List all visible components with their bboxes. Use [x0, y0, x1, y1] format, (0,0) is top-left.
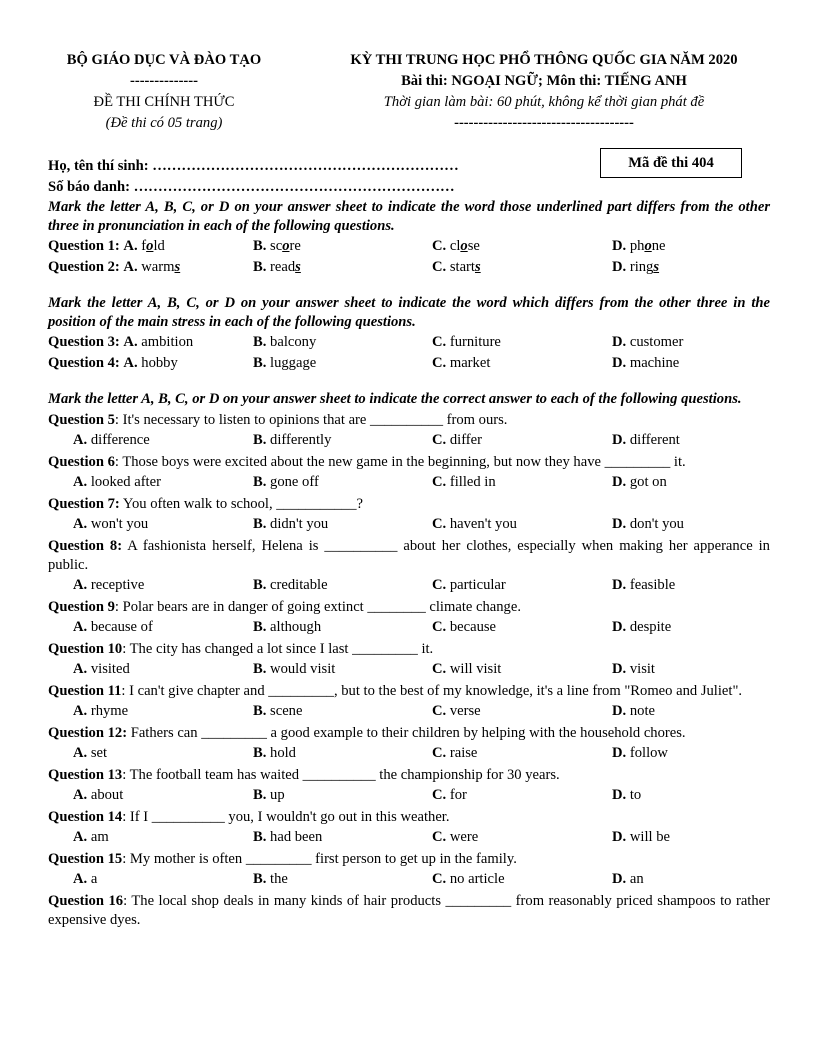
- option-c: C. because: [432, 619, 497, 635]
- option-a: A. a: [73, 871, 98, 887]
- option-letter: D.: [612, 259, 630, 275]
- option-letter: B.: [253, 238, 271, 254]
- question-label: Question 8:: [48, 538, 123, 554]
- header-right: [318, 50, 770, 134]
- option-c: C. raise: [432, 745, 478, 761]
- question-text: : Those boys were excited about the new game in the beginning, but now they have _________ it.: [114, 454, 686, 470]
- question-label: Question 7:: [48, 496, 120, 512]
- option-letter: A.: [123, 259, 142, 275]
- question-stem: [48, 411, 770, 430]
- option-b: B. differently: [253, 432, 332, 448]
- option-d: D. don't you: [612, 516, 684, 532]
- question-stem: [48, 682, 770, 701]
- option-c: C. verse: [432, 703, 481, 719]
- question-3: [48, 332, 193, 353]
- header-divider-left: --------------: [129, 73, 199, 89]
- option-c: C. market: [432, 355, 491, 371]
- question-label: Question 11: [48, 683, 122, 699]
- header-left: [48, 50, 280, 134]
- option-a: A. visited: [73, 661, 130, 677]
- option-a: A. am: [73, 829, 109, 845]
- exam-name: KỲ THI TRUNG HỌC PHỔ THÔNG QUỐC GIA NĂM 2020: [350, 52, 738, 68]
- option-d: D. customer: [612, 334, 684, 350]
- answer-options: [48, 743, 770, 764]
- question-label: Question 2:: [48, 259, 120, 275]
- option-a: A. rhyme: [73, 703, 129, 719]
- option-c: C. differ: [432, 432, 482, 448]
- option-text: ring: [629, 259, 654, 275]
- answer-options: [48, 659, 770, 680]
- underlined-sound: o: [460, 238, 468, 254]
- answer-options: [48, 869, 770, 890]
- option-b: B. balcony: [253, 334, 317, 350]
- question-2: [48, 257, 180, 278]
- option-letter: A.: [123, 238, 142, 254]
- question-stem: [48, 850, 770, 869]
- option-a: A. set: [73, 745, 108, 761]
- question-label: Question 3:: [48, 334, 120, 350]
- option-b: B. the: [253, 871, 288, 887]
- exam-code-box: Mã đề thi 404: [600, 148, 742, 178]
- option-text: start: [449, 259, 475, 275]
- question-text: A fashionista herself, Helena is __________ about her clothes, especially when making her apperance in public.: [48, 538, 770, 573]
- option-c: [432, 236, 480, 257]
- question-label: Question 14: [48, 809, 123, 825]
- question-label: Question 9: [48, 599, 115, 615]
- question-label: Question 15: [48, 851, 123, 867]
- option-c: C. for: [432, 787, 467, 803]
- option-text: se: [467, 238, 480, 254]
- question-label: Question 1:: [48, 238, 120, 254]
- option-d: D. to: [612, 787, 642, 803]
- question-text: You often walk to school, ___________?: [119, 496, 363, 512]
- question-text: : My mother is often _________ first person to get up in the family.: [122, 851, 517, 867]
- option-b: B. had been: [253, 829, 323, 845]
- option-letter: C.: [432, 259, 450, 275]
- question-stem: [48, 598, 770, 617]
- option-text: f: [141, 238, 147, 254]
- question-label: Question 12:: [48, 725, 128, 741]
- exam-time: Thời gian làm bài: 60 phút, không kể thời gian phát đề: [383, 94, 705, 110]
- underlined-sound: o: [146, 238, 154, 254]
- option-text: ph: [629, 238, 645, 254]
- option-b: B. creditable: [253, 577, 328, 593]
- question-label: Question 4:: [48, 355, 120, 371]
- option-b: B. gone off: [253, 474, 319, 490]
- question-row-1: [48, 236, 770, 257]
- option-c: C. furniture: [432, 334, 501, 350]
- option-c: C. were: [432, 829, 479, 845]
- option-c: C. will visit: [432, 661, 502, 677]
- exam-header: [48, 50, 770, 136]
- option-d: D. note: [612, 703, 655, 719]
- option-text: read: [270, 259, 296, 275]
- answer-options: [48, 575, 770, 596]
- question-stem: [48, 640, 770, 659]
- option-letter: D.: [612, 238, 630, 254]
- question-row-3: [48, 332, 770, 353]
- answer-options: [48, 430, 770, 451]
- option-d: D. an: [612, 871, 644, 887]
- section-instruction-pronunciation: Mark the letter A, B, C, or D on your answer sheet to indicate the word those underlined part differs from the other three in pronunciation in each of the following questions.: [48, 199, 770, 234]
- option-b: B. up: [253, 787, 285, 803]
- option-text: sc: [270, 238, 283, 254]
- option-d: D. got on: [612, 474, 667, 490]
- underlined-sound: s: [653, 259, 660, 275]
- question-label: Question 5: [48, 412, 115, 428]
- option-c: [432, 257, 481, 278]
- option-a: A. difference: [73, 432, 150, 448]
- option-c: C. no article: [432, 871, 505, 887]
- option-a: A. because of: [73, 619, 153, 635]
- option-a: A. won't you: [73, 516, 149, 532]
- option-d: D. will be: [612, 829, 670, 845]
- option-d: D. feasible: [612, 577, 676, 593]
- question-text: : Polar bears are in danger of going extinct ________ climate change.: [114, 599, 521, 615]
- question-text: : The local shop deals in many kinds of hair products _________ from reasonably priced shampoos to rather expensive dyes.: [48, 893, 770, 928]
- question-text: : If I __________ you, I wouldn't go out in this weather.: [122, 809, 450, 825]
- underlined-sound: s: [174, 259, 181, 275]
- option-d: [612, 257, 659, 278]
- underlined-sound: s: [295, 259, 301, 275]
- option-a: A. ambition: [123, 334, 194, 350]
- candidate-number-field: Số báo danh: …………………………………………………………: [48, 179, 455, 195]
- question-text: Fathers can _________ a good example to their children by helping with the household chores.: [127, 725, 686, 741]
- option-text: ne: [651, 238, 666, 254]
- official-exam-label: ĐỀ THI CHÍNH THỨC: [93, 94, 235, 110]
- option-d: D. despite: [612, 619, 672, 635]
- question-stem: [48, 724, 770, 743]
- question-stem: [48, 537, 770, 575]
- question-label: Question 6: [48, 454, 115, 470]
- option-b: B. would visit: [253, 661, 336, 677]
- option-b: B. didn't you: [253, 516, 329, 532]
- question-label: Question 10: [48, 641, 123, 657]
- page-count: (Đề thi có 05 trang): [105, 115, 223, 131]
- option-b: [253, 236, 301, 257]
- option-b: B. although: [253, 619, 322, 635]
- question-row-2: [48, 257, 770, 278]
- option-text: cl: [449, 238, 461, 254]
- answer-options: [48, 472, 770, 493]
- question-stem: [48, 495, 770, 514]
- option-d: [612, 236, 666, 257]
- option-a: A. receptive: [73, 577, 145, 593]
- candidate-name-field: Họ, tên thí sinh: ………………………………………………………: [48, 158, 459, 174]
- option-d: D. visit: [612, 661, 655, 677]
- question-stem: [48, 766, 770, 785]
- header-divider-right: -------------------------------------: [454, 115, 634, 131]
- section-instruction-correct-answer: Mark the letter A, B, C, or D on your answer sheet to indicate the correct answer to each of the following questions.: [48, 391, 742, 407]
- option-d: D. machine: [612, 355, 680, 371]
- answer-options: [48, 514, 770, 535]
- question-text: : The football team has waited __________ the championship for 30 years.: [122, 767, 560, 783]
- question-list: [48, 411, 770, 930]
- option-b: B. hold: [253, 745, 296, 761]
- option-a: A. looked after: [73, 474, 161, 490]
- question-stem: [48, 453, 770, 472]
- question-row-4: [48, 353, 770, 374]
- option-b: B. luggage: [253, 355, 317, 371]
- option-c: C. haven't you: [432, 516, 517, 532]
- exam-page: [48, 50, 770, 930]
- option-letter: B.: [253, 259, 271, 275]
- answer-options: [48, 617, 770, 638]
- option-d: D. different: [612, 432, 680, 448]
- question-stem: [48, 808, 770, 827]
- option-c: C. filled in: [432, 474, 496, 490]
- option-letter: C.: [432, 238, 450, 254]
- option-text: re: [289, 238, 301, 254]
- exam-subject: Bài thi: NGOẠI NGỮ; Môn thi: TIẾNG ANH: [401, 73, 687, 89]
- question-text: : It's necessary to listen to opinions that are __________ from ours.: [114, 412, 508, 428]
- option-b: [253, 257, 301, 278]
- option-a: A. about: [73, 787, 124, 803]
- underlined-sound: o: [282, 238, 290, 254]
- underlined-sound: o: [644, 238, 652, 254]
- question-label: Question 16: [48, 893, 124, 909]
- question-text: : The city has changed a lot since I last _________ it.: [122, 641, 434, 657]
- question-text: : I can't give chapter and _________, but to the best of my knowledge, it's a line from "Romeo and Juliet".: [121, 683, 743, 699]
- answer-options: [48, 827, 770, 848]
- section-instruction-stress: Mark the letter A, B, C, or D on your answer sheet to indicate the word which differs from the other three in the position of the main stress in each of the following questions.: [48, 295, 770, 330]
- answer-options: [48, 701, 770, 722]
- question-label: Question 13: [48, 767, 123, 783]
- option-b: B. scene: [253, 703, 303, 719]
- answer-options: [48, 785, 770, 806]
- option-text: ld: [153, 238, 165, 254]
- option-text: warm: [141, 259, 175, 275]
- option-d: D. follow: [612, 745, 668, 761]
- ministry-name: BỘ GIÁO DỤC VÀ ĐÀO TẠO: [66, 52, 262, 68]
- candidate-info: [48, 136, 770, 195]
- option-a: A. hobby: [123, 355, 178, 371]
- question-1: [48, 236, 165, 257]
- question-stem: [48, 892, 770, 930]
- question-4: [48, 353, 178, 374]
- option-c: C. particular: [432, 577, 506, 593]
- underlined-sound: s: [474, 259, 481, 275]
